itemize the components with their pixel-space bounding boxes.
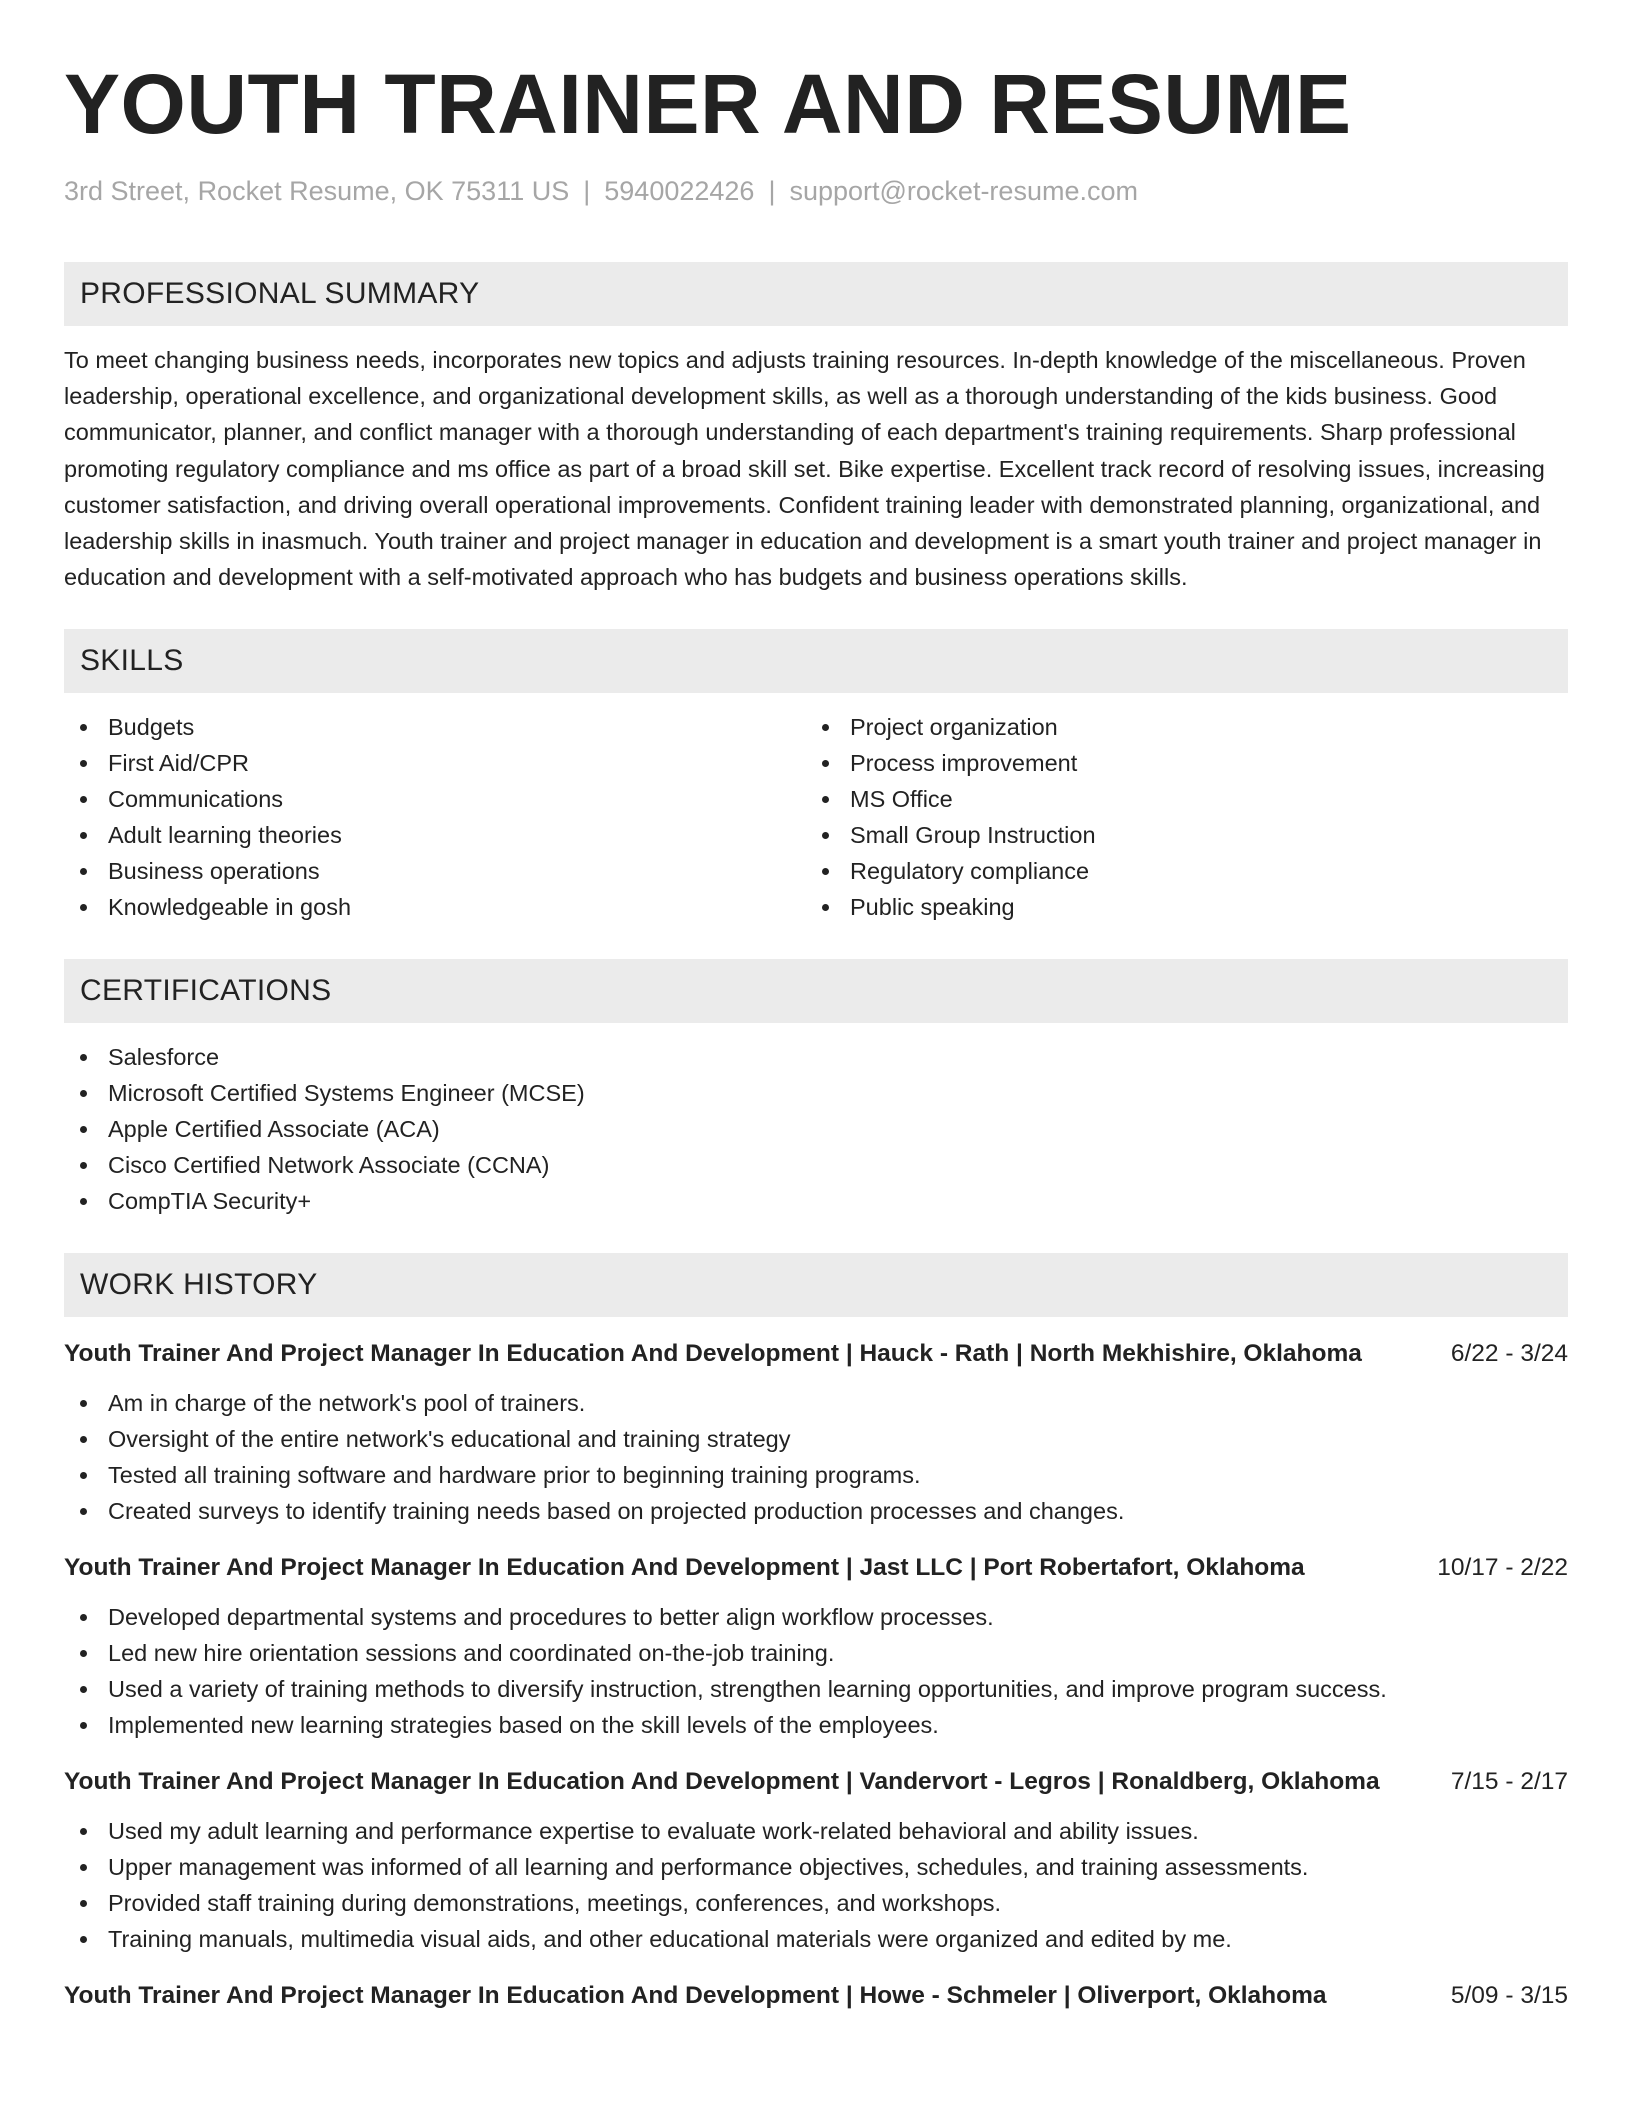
resume-page	[64, 56, 1568, 2013]
skill-item: Regulatory compliance	[806, 853, 1548, 889]
job-bullet: Am in charge of the network's pool of trainers.	[64, 1385, 1568, 1421]
job-dates: 7/15 - 2/17	[1450, 1768, 1568, 1796]
skill-item: Process improvement	[806, 745, 1548, 781]
job-dates: 5/09 - 3/15	[1450, 1982, 1568, 2010]
job-bullet: Oversight of the entire network's educational and training strategy	[64, 1421, 1568, 1457]
skill-item: Knowledgeable in gosh	[64, 889, 806, 925]
job-bullet: Training manuals, multimedia visual aids, and other educational materials were organized and edited by me.	[64, 1921, 1568, 1957]
job-bullet: Led new hire orientation sessions and coordinated on-the-job training.	[64, 1635, 1568, 1671]
job-entry	[64, 1979, 1568, 2013]
summary-heading: PROFESSIONAL SUMMARY	[64, 262, 1568, 326]
job-bullet: Developed departmental systems and procedures to better align workflow processes.	[64, 1599, 1568, 1635]
job-title: Youth Trainer And Project Manager In Education And Development | Jast LLC | Port Robertafort, Oklahoma	[64, 1554, 1305, 1582]
job-header	[64, 1551, 1568, 1585]
skill-item: Adult learning theories	[64, 817, 806, 853]
skill-item: First Aid/CPR	[64, 745, 806, 781]
resume-name: YOUTH TRAINER AND RESUME	[64, 57, 1352, 151]
certifications-list	[64, 1039, 1568, 1219]
job-header	[64, 1337, 1568, 1371]
job-entry	[64, 1551, 1568, 1743]
skill-item: MS Office	[806, 781, 1548, 817]
certification-item: CompTIA Security+	[64, 1183, 1568, 1219]
job-bullet: Provided staff training during demonstrations, meetings, conferences, and workshops.	[64, 1885, 1568, 1921]
skills-list	[64, 709, 1568, 925]
work-history-heading: WORK HISTORY	[64, 1253, 1568, 1317]
job-header	[64, 1765, 1568, 1799]
skill-item: Business operations	[64, 853, 806, 889]
job-dates: 6/22 - 3/24	[1450, 1340, 1568, 1368]
job-entry	[64, 1765, 1568, 1957]
contact-separator: |	[768, 176, 776, 206]
job-title: Youth Trainer And Project Manager In Education And Development | Vandervort - Legros | Ronaldberg, Oklahoma	[64, 1768, 1380, 1796]
skill-item: Project organization	[806, 709, 1548, 745]
job-bullet: Created surveys to identify training needs based on projected production processes and changes.	[64, 1493, 1568, 1529]
contact-line	[64, 174, 1568, 208]
job-bullets	[64, 1599, 1568, 1743]
certification-item: Salesforce	[64, 1039, 1568, 1075]
job-bullets	[64, 1385, 1568, 1529]
skill-item: Public speaking	[806, 889, 1548, 925]
contact-separator: |	[583, 176, 591, 206]
contact-address: 3rd Street, Rocket Resume, OK 75311 US	[64, 176, 570, 206]
skill-item: Budgets	[64, 709, 806, 745]
skills-heading: SKILLS	[64, 629, 1568, 693]
certification-item: Cisco Certified Network Associate (CCNA)	[64, 1147, 1568, 1183]
skills-column-right	[806, 709, 1548, 925]
certification-item: Microsoft Certified Systems Engineer (MCSE)	[64, 1075, 1568, 1111]
job-bullet: Upper management was informed of all learning and performance objectives, schedules, and training assessments.	[64, 1849, 1568, 1885]
job-bullets	[64, 1813, 1568, 1957]
certification-item: Apple Certified Associate (ACA)	[64, 1111, 1568, 1147]
job-title: Youth Trainer And Project Manager In Education And Development | Hauck - Rath | North Mekhishire, Oklahoma	[64, 1340, 1362, 1368]
job-title: Youth Trainer And Project Manager In Education And Development | Howe - Schmeler | Oliverport, Oklahoma	[64, 1982, 1327, 2010]
job-dates: 10/17 - 2/22	[1437, 1554, 1568, 1582]
contact-email[interactable]: support@rocket-resume.com	[789, 176, 1138, 206]
summary-text: To meet changing business needs, incorporates new topics and adjusts training resources. In-depth knowledge of the miscellaneous. Proven leadership, operational excellence, and organizational development skills, as well as a thorough understanding of the kids business. Good communicator, planner, and conflict manager with a thorough understanding of each department's training requirements. Sharp professional promoting regulatory compliance and ms office as part of a broad skill set. Bike expertise. Excellent track record of resolving issues, increasing customer satisfaction, and driving overall operational improvements. Confident training leader with demonstrated planning, organizational, and leadership skills in inasmuch. Youth trainer and project manager in education and development is a smart youth trainer and project manager in education and development with a self-motivated approach who has budgets and business operations skills.	[64, 347, 1545, 591]
job-bullet: Tested all training software and hardware prior to beginning training programs.	[64, 1457, 1568, 1493]
job-bullet: Implemented new learning strategies based on the skill levels of the employees.	[64, 1707, 1568, 1743]
contact-phone: 5940022426	[604, 176, 755, 206]
job-header	[64, 1979, 1568, 2013]
skill-item: Communications	[64, 781, 806, 817]
job-bullet: Used a variety of training methods to diversify instruction, strengthen learning opportunities, and improve program success.	[64, 1671, 1568, 1707]
skills-column-left	[64, 709, 806, 925]
certifications-heading: CERTIFICATIONS	[64, 959, 1568, 1023]
skill-item: Small Group Instruction	[806, 817, 1548, 853]
job-entry	[64, 1337, 1568, 1529]
job-bullet: Used my adult learning and performance expertise to evaluate work-related behavioral and ability issues.	[64, 1813, 1568, 1849]
